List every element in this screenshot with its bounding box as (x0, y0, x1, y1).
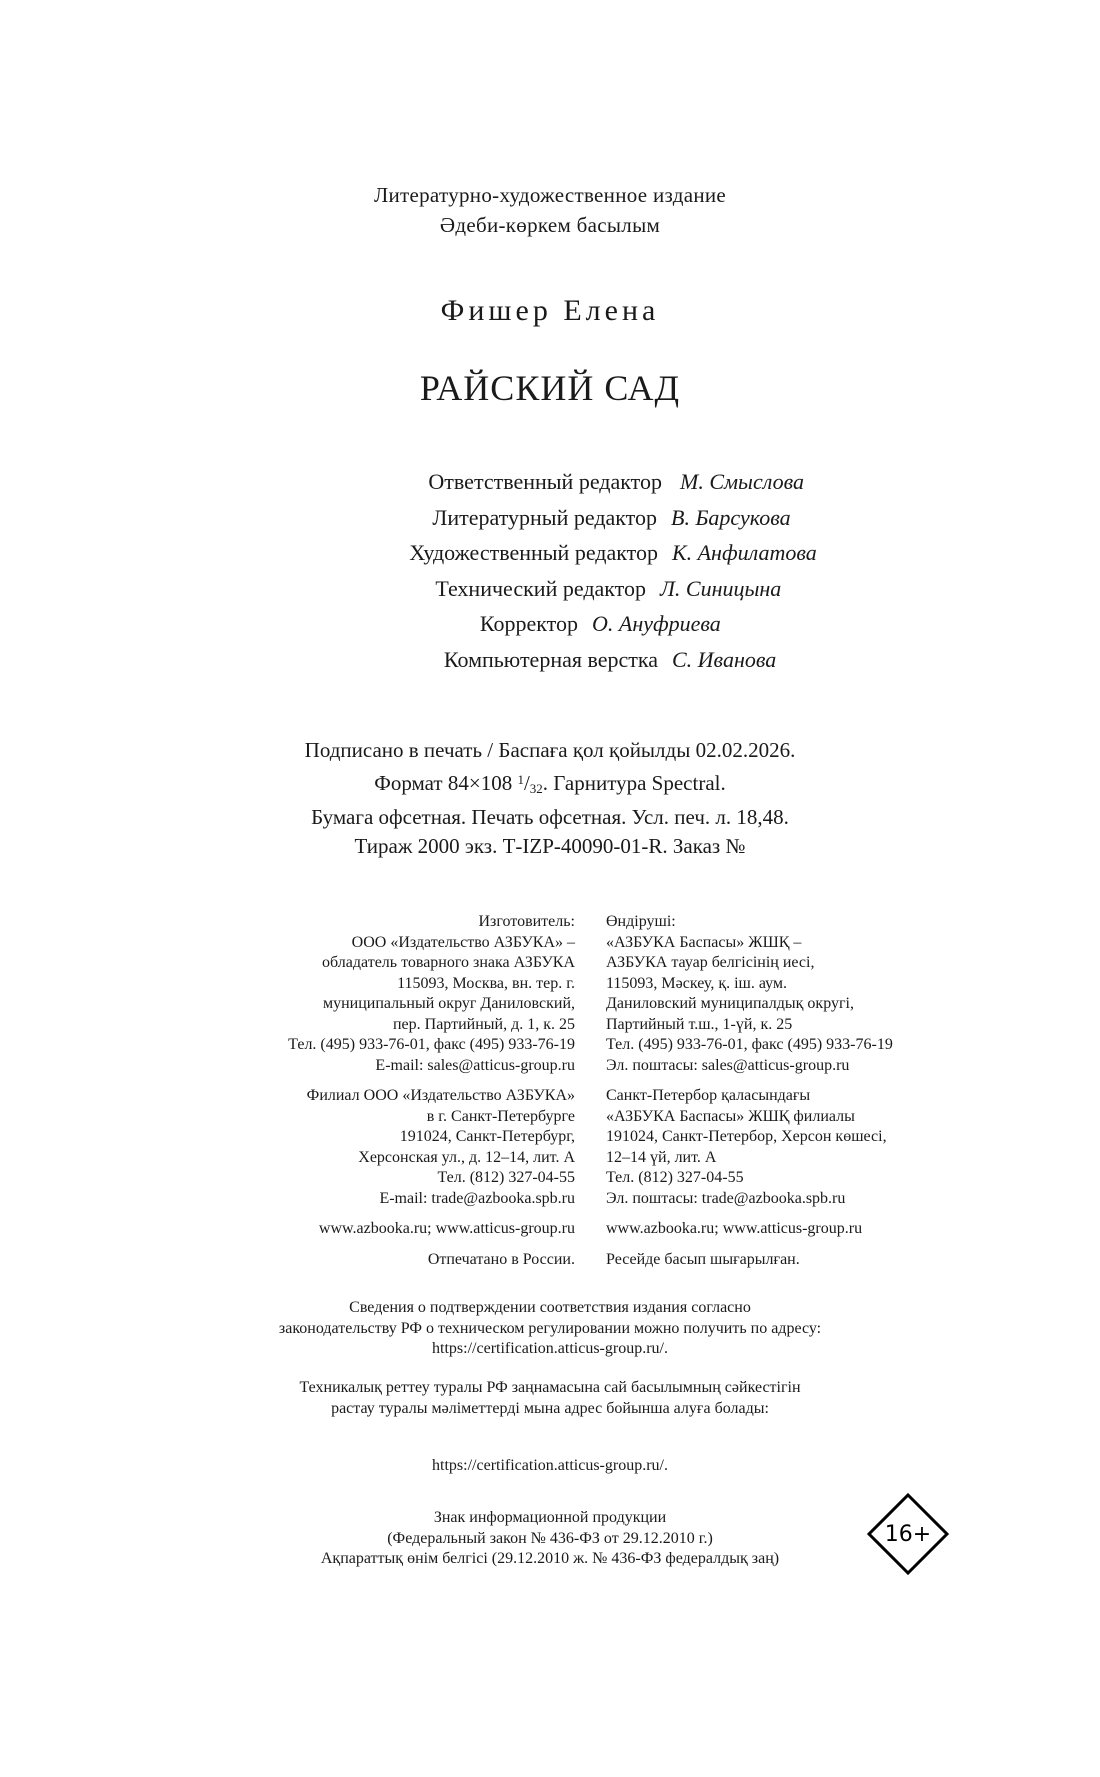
text-line: 12–14 үй, лит. А (606, 1148, 717, 1166)
text-line: Ақпараттық өнім белгісі (29.12.2010 ж. № 436-ФЗ федералдық заң) (320, 1550, 780, 1567)
text-line: Тел. (495) 933-76-01, факс (495) 933-76-19 (606, 1036, 893, 1053)
credit-name: О. Ануфриева (592, 611, 721, 636)
credit-row (0, 571, 1100, 607)
paper-line: Бумага офсетная. Печать офсетная. Усл. печ. л. 18,48. (311, 805, 789, 829)
text-line: пер. Партийный, д. 1, к. 25 (392, 1015, 575, 1033)
text-line: E-mail: sales@atticus-group.ru (375, 1056, 575, 1074)
credit-name: К. Анфилатова (672, 540, 817, 565)
credit-name: М. Смыслова (680, 469, 804, 494)
credit-row (0, 500, 1100, 536)
text-line: (Федеральный закон № 436-ФЗ от 29.12.2010 г.) (387, 1529, 713, 1547)
editorial-credits (0, 464, 1100, 677)
branch-block-kz (606, 1086, 966, 1209)
credit-role: Корректор (479, 611, 578, 636)
text-line: 115093, Москва, вн. тер. г. (397, 974, 575, 992)
text-line: в г. Санкт-Петербурге (426, 1107, 575, 1125)
edition-type (0, 180, 1100, 240)
text-line: Даниловский муниципалдық округі, (606, 995, 854, 1012)
typeface-label: . Гарнитура Spectral. (542, 771, 726, 795)
text-line: Эл. поштасы: sales@atticus-group.ru (606, 1056, 850, 1074)
credit-name: С. Иванова (672, 646, 777, 672)
text-line: Тел. (812) 327-04-55 (437, 1169, 575, 1186)
text-line: законодательству РФ о техническом регулировании можно получить по адресу: (278, 1319, 822, 1337)
age-rating-label: 16+ (884, 1521, 932, 1547)
text-line: E-mail: trade@azbooka.spb.ru (379, 1189, 575, 1207)
credit-row (0, 642, 1100, 678)
text-line: Тел. (495) 933-76-01, факс (495) 933-76-19 (288, 1036, 575, 1053)
text-line: Херсонская ул., д. 12–14, лит. А (358, 1148, 575, 1166)
credit-role: Ответственный редактор (428, 469, 662, 494)
signed-to-print: Подписано в печать / Баспаға қол қойылды 02.02.2026. (304, 738, 796, 762)
credit-role: Компьютерная верстка (443, 646, 658, 672)
text-line: https://certification.atticus-group.ru/. (432, 1340, 668, 1357)
format-label: Формат 84×108 (374, 771, 513, 795)
manufacturer-block-kz (606, 912, 966, 1076)
websites-kz: www.azbooka.ru; www.atticus-group.ru (606, 1220, 863, 1237)
text-line: Изготовитель: (478, 913, 575, 930)
text-line: растау туралы мәліметтерді мына адрес бойынша алуға болады: (331, 1399, 769, 1417)
text-line: Филиал ООО «Издательство АЗБУКА» (306, 1087, 575, 1104)
text-line: Санкт-Петербор қаласындағы (606, 1087, 811, 1104)
printed-in-ru: Отпечатано в России. (427, 1250, 575, 1268)
printed-in-kz: Ресейде басып шығарылған. (606, 1250, 800, 1268)
certification-url: https://certification.atticus-group.ru/. (432, 1457, 668, 1474)
age-rating-badge (866, 1492, 950, 1576)
credit-role: Художественный редактор (409, 540, 658, 565)
book-title: РАЙСКИЙ САД (419, 368, 681, 408)
text-line: 191024, Санкт-Петербор, Херсон көшесі, (606, 1128, 887, 1145)
websites-ru: www.azbooka.ru; www.atticus-group.ru (318, 1220, 575, 1237)
credit-role: Литературный редактор (432, 504, 657, 530)
text-line: Эл. поштасы: trade@azbooka.spb.ru (606, 1189, 846, 1207)
text-line: 115093, Мәскеу, қ. іш. аум. (606, 974, 788, 992)
text-line: Партийный т.ш., 1-үй, к. 25 (606, 1015, 793, 1033)
text-line: 191024, Санкт-Петербург, (399, 1128, 575, 1145)
manufacturer-block-ru (215, 912, 575, 1076)
text-line: Өндіруші: (606, 913, 676, 930)
certification-info-kz (0, 1378, 1100, 1419)
author-name: Фишер Елена (440, 294, 660, 327)
format-fraction-numerator: 1 (517, 772, 524, 787)
text-line: муниципальный округ Даниловский, (322, 995, 575, 1012)
print-run-line: Тираж 2000 экз. Т-IZP-40090-01-R. Заказ № (354, 834, 746, 858)
certification-info-ru (0, 1298, 1100, 1360)
text-line: АЗБУКА тауар белгісінің иесі, (606, 954, 815, 971)
text-line: обладатель товарного знака АЗБУКА (322, 954, 575, 971)
credit-row (0, 535, 1100, 571)
text-line: Техникалық реттеу туралы РФ заңнамасына сай басылымның сәйкестігін (299, 1379, 801, 1396)
text-line: Тел. (812) 327-04-55 (606, 1169, 744, 1186)
text-line: ООО «Издательство АЗБУКА» – (351, 933, 575, 951)
publisher-info-kz (606, 912, 966, 1280)
publisher-info-ru (215, 912, 575, 1280)
credit-name: В. Барсукова (671, 504, 791, 530)
text-line: «АЗБУКА Баспасы» ЖШҚ – (606, 933, 802, 951)
format-fraction-denominator: 32 (529, 781, 543, 796)
credit-role: Технический редактор (435, 575, 646, 601)
credit-name: Л. Синицына (660, 575, 782, 601)
credit-row (0, 464, 1100, 500)
text-line: «АЗБУКА Баспасы» ЖШҚ филиалы (606, 1107, 855, 1125)
format-line: Формат 84×108 $^1/_{32}$. Гарнитура Spectral. (374, 771, 726, 796)
text-line: Знак информационной продукции (433, 1509, 667, 1526)
credit-row (0, 606, 1100, 642)
branch-block-ru (215, 1086, 575, 1209)
edition-type-kz: Әдеби-көркем басылым (439, 213, 661, 237)
edition-type-ru: Литературно-художественное издание (373, 183, 727, 207)
text-line: Сведения о подтверждении соответствия издания согласно (349, 1299, 751, 1316)
printing-details (0, 736, 1100, 861)
